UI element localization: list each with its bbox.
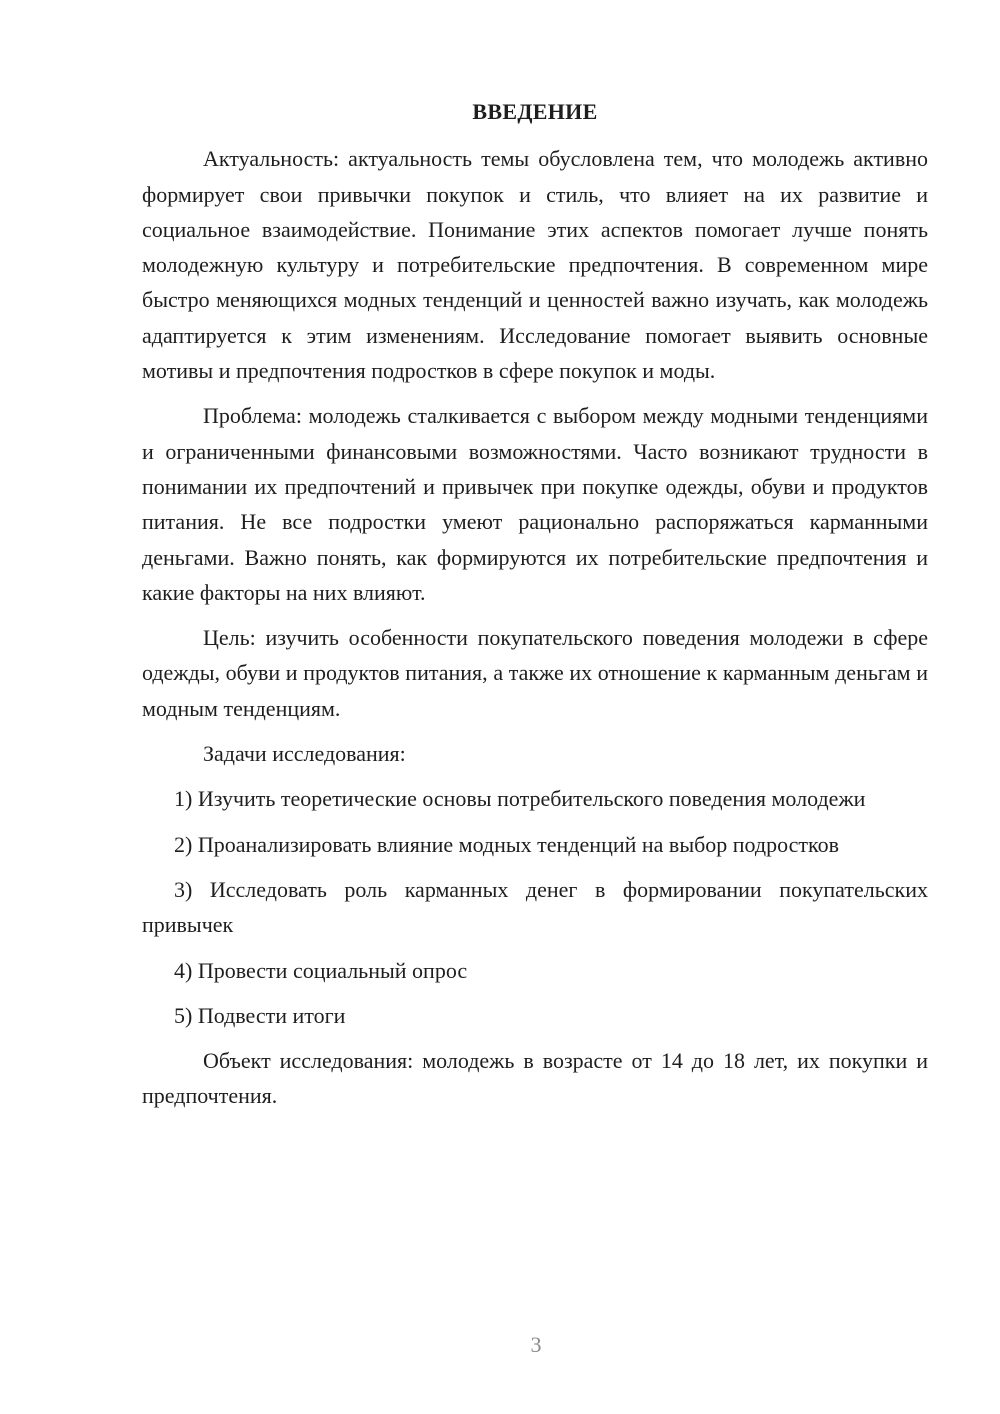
relevance-paragraph: Актуальность: актуальность темы обусловлена тем, что молодежь активно формирует свои привычки покупок и стиль, что влияет на их развитие и социальное взаимодействие. Понимание этих аспектов помогает лучше понять молодежную культуру и потребительские предпочтения. В современном мире быстро меняющихся модных тенденций и ценностей важно изучать, как молодежь адаптируется к этим изменениям. Исследование помогает выявить основные мотивы и предпочтения подростков в сфере покупок и моды.	[142, 146, 928, 384]
page-number: 3	[530, 1332, 542, 1357]
tasks-heading: Задачи исследования:	[203, 741, 406, 767]
task-item: 1) Изучить теоретические основы потребительского поведения молодежи	[174, 786, 866, 812]
task-item: 4) Провести социальный опрос	[174, 957, 468, 983]
section-title: ВВЕДЕНИЕ	[472, 99, 598, 124]
task-item: 3) Исследовать роль карманных денег в формировании покупательских привычек	[142, 876, 928, 938]
goal-paragraph: Цель: изучить особенности покупательского поведения молодежи в сфере одежды, обуви и продуктов питания, а также их отношение к карманным деньгам и модным тенденциям.	[142, 625, 928, 721]
document-page	[142, 94, 928, 1124]
task-item: 2) Проанализировать влияние модных тенденций на выбор подростков	[174, 831, 840, 857]
object-paragraph: Объект исследования: молодежь в возрасте от 14 до 18 лет, их покупки и предпочтения.	[142, 1048, 928, 1109]
problem-paragraph: Проблема: молодежь сталкивается с выбором между модными тенденциями и ограниченными финансовыми возможностями. Часто возникают трудности в понимании их предпочтений и привычек при покупке одежды, обуви и продуктов питания. Не все подростки умеют рационально распоряжаться карманными деньгами. Важно понять, как формируются их потребительские предпочтения и какие факторы на них влияют.	[142, 403, 928, 605]
task-item: 5) Подвести итоги	[174, 1002, 346, 1028]
